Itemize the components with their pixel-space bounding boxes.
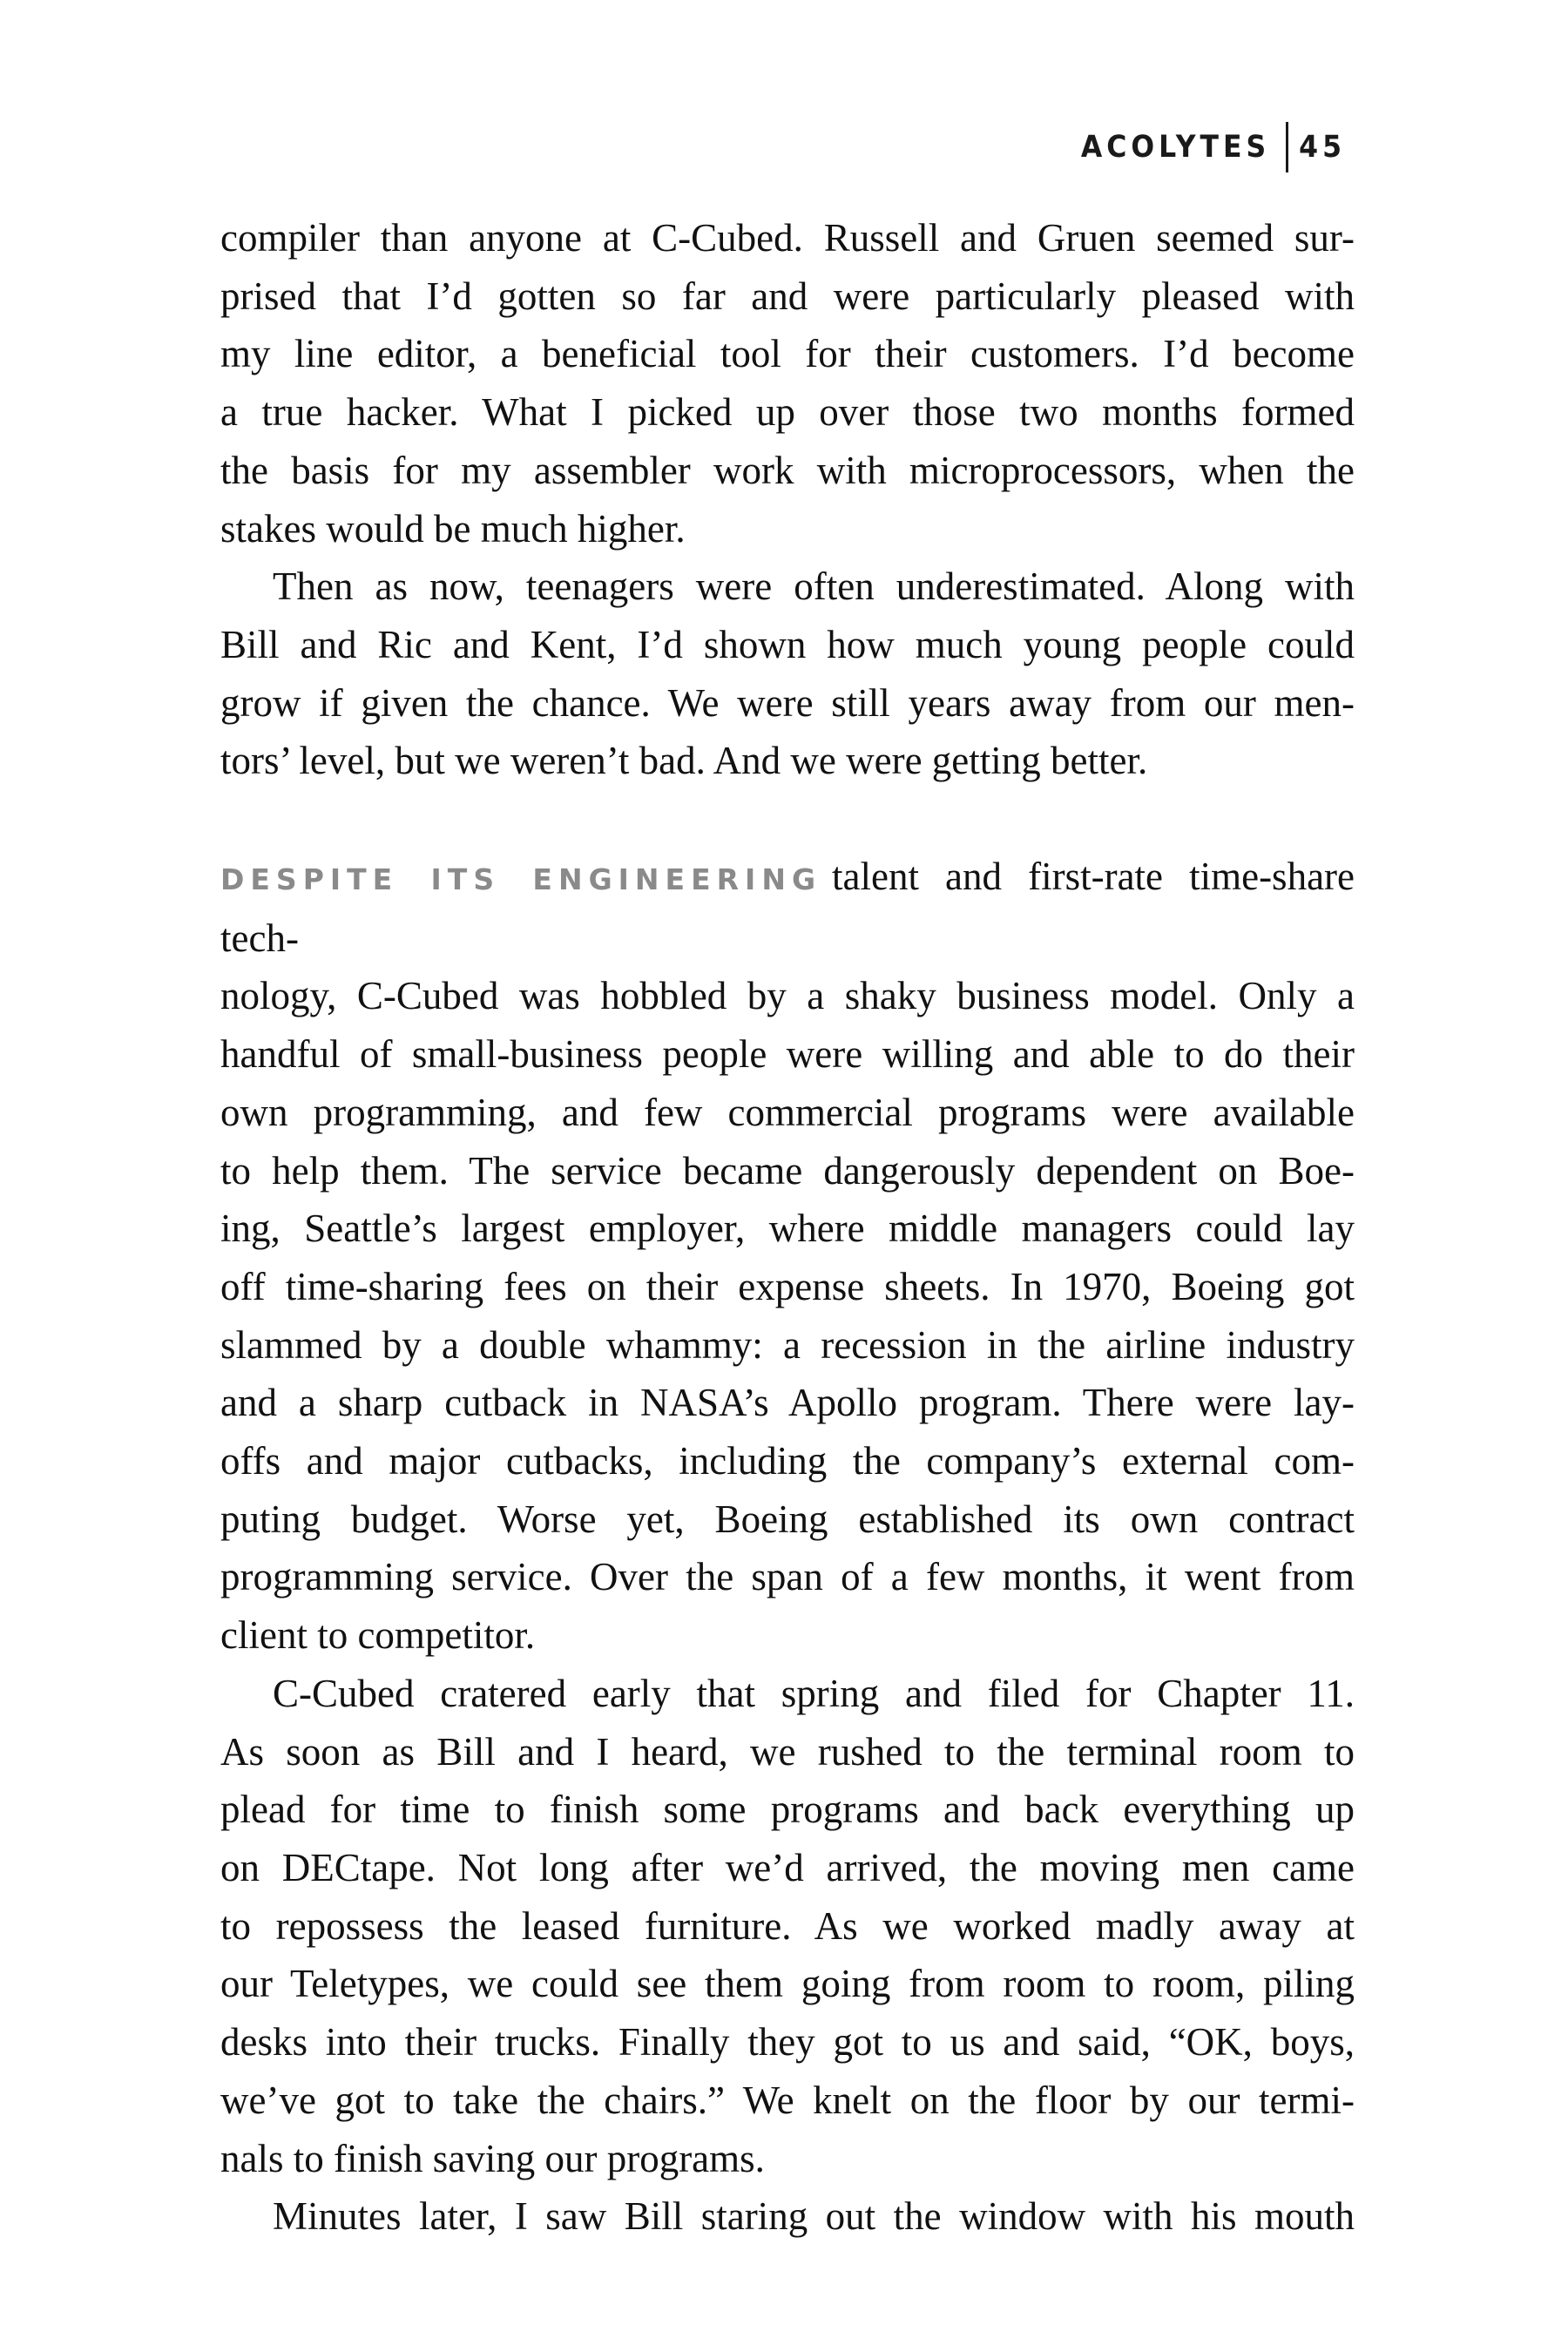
text-line: client to competitor. bbox=[220, 1613, 536, 1658]
text-line: nals to finish saving our programs. bbox=[220, 2136, 765, 2180]
paragraph-1 bbox=[220, 209, 1355, 558]
text-line: on DECtape. Not long after we’d arrived, the moving men came bbox=[220, 1845, 1355, 1889]
text-line: our Teletypes, we could see them going from room to room, piling bbox=[220, 1962, 1355, 2006]
text-line: off time-sharing fees on their expense sheets. In 1970, Boeing got bbox=[220, 1264, 1355, 1308]
text-line: a true hacker. What I picked up over those two months formed bbox=[220, 390, 1355, 435]
paragraph-2 bbox=[220, 558, 1355, 790]
text-line: slammed by a double whammy: a recession in the airline industry bbox=[220, 1322, 1355, 1367]
text-line: Minutes later, I saw Bill staring out the window with his mouth bbox=[273, 2194, 1355, 2239]
text-line: Then as now, teenagers were often underestimated. Along with bbox=[273, 564, 1355, 609]
text-line: plead for time to finish some programs and back everything up bbox=[220, 1788, 1355, 1832]
page-number: 45 bbox=[1299, 130, 1346, 165]
text-line: offs and major cutbacks, including the company’s external com- bbox=[220, 1439, 1355, 1484]
text-line: puting budget. Worse yet, Boeing established its own contract bbox=[220, 1497, 1355, 1541]
paragraph-4 bbox=[220, 1665, 1355, 2187]
text-line: the basis for my assembler work with microprocessors, when the bbox=[220, 448, 1355, 492]
text-line: to repossess the leased furniture. As we worked madly away at bbox=[220, 1903, 1355, 1948]
text-fragment: talent and first-rate time-share tech- bbox=[220, 855, 1355, 960]
text-line: compiler than anyone at C-Cubed. Russell and Gruen seemed sur- bbox=[220, 216, 1355, 260]
text-line: grow if given the chance. We were still years away from our men- bbox=[220, 680, 1355, 725]
text-line: ing, Seattle’s largest employer, where middle managers could lay bbox=[220, 1206, 1355, 1251]
text-line: my line editor, a beneficial tool for their customers. I’d become bbox=[220, 332, 1355, 376]
text-line bbox=[220, 848, 1355, 967]
page-body bbox=[220, 209, 1355, 2246]
header-divider bbox=[1286, 122, 1288, 172]
text-line: own programming, and few commercial programs were available bbox=[220, 1090, 1355, 1134]
text-line: Bill and Ric and Kent, I’d shown how much young people could bbox=[220, 622, 1355, 666]
text-line: C-Cubed cratered early that spring and filed for Chapter 11. bbox=[273, 1671, 1355, 1715]
paragraph-5 bbox=[220, 2187, 1355, 2246]
text-line: handful of small-business people were willing and able to do their bbox=[220, 1032, 1355, 1077]
text-line: nology, C-Cubed was hobbled by a shaky business model. Only a bbox=[220, 974, 1355, 1018]
text-line: desks into their trucks. Finally they got to us and said, “OK, boys, bbox=[220, 2020, 1355, 2065]
text-line: we’ve got to take the chairs.” We knelt on the floor by our termi- bbox=[220, 2078, 1355, 2122]
section-break bbox=[220, 790, 1355, 848]
section-lead-in: DESPITE ITS ENGINEERING bbox=[220, 862, 822, 897]
text-line: programming service. Over the span of a few months, it went from bbox=[220, 1555, 1355, 1599]
text-line: As soon as Bill and I heard, we rushed to the terminal room to bbox=[220, 1729, 1355, 1774]
text-line: to help them. The service became dangerously dependent on Boe- bbox=[220, 1148, 1355, 1193]
text-line: stakes would be much higher. bbox=[220, 506, 686, 551]
paragraph-3 bbox=[220, 848, 1355, 1665]
running-header bbox=[1081, 122, 1346, 172]
text-line: prised that I’d gotten so far and were particularly pleased with bbox=[220, 274, 1355, 318]
running-head-title: ACOLYTES bbox=[1080, 130, 1271, 165]
text-line: tors’ level, but we weren’t bad. And we were getting better. bbox=[220, 739, 1148, 783]
text-line: and a sharp cutback in NASA’s Apollo program. There were lay- bbox=[220, 1381, 1355, 1425]
